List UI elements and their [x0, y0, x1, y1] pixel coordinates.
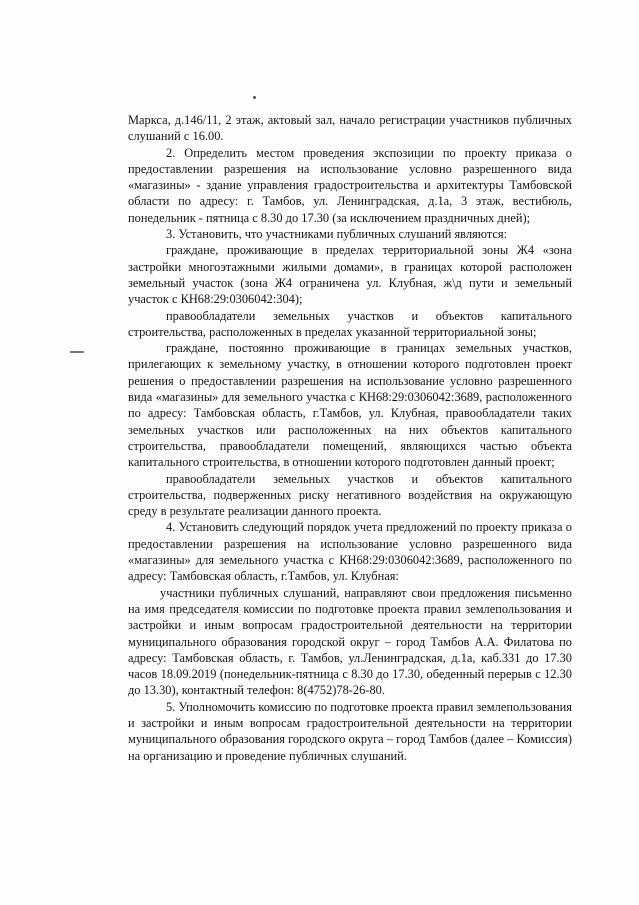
document-body [128, 112, 572, 764]
paragraph-proposals-procedure: участники публичных слушаний, направляют свои предложения письменно на имя председателя комиссии по подготовке проекта правил землепользования и застройки и иным вопросам градостроительной деятельности на территории муниципального образования городской округ – город Тамбов А.А. Филатова по адресу: Тамбовская область, г. Тамбов, ул.Ленинградская, д.1а, каб.331 до 17.30 часов 18.09.2019 (понедельник-пятница с 8.30 до 17.30, обеденный перерыв с 12.30 до 13.30), контактный телефон: 8(4752)78-26-80. [128, 585, 572, 698]
paragraph-item-4: 4. Установить следующий порядок учета предложений по проекту приказа о предоставлении разрешения на использование условно разрешенного вида «магазины» для земельного участка с КН68:29:0306042:3689, расположенного по адресу: Тамбовская область, г.Тамбов, ул. Клубная: [128, 520, 572, 584]
paragraph-item-3: 3. Установить, что участниками публичных слушаний являются: [166, 227, 508, 242]
paragraph-participants-residents-zone: граждане, проживающие в пределах территориальной зоны Ж4 «зона застройки многоэтажными жилыми домами», в границах которой расположен земельный участок (зона Ж4 ограничена ул. Клубная, ж\д пути и земельный участок с КН68:29:0306042:304); [128, 243, 572, 307]
paragraph-item-2: 2. Определить местом проведения экспозиции по проекту приказа о предоставлении разрешения на использование условно разрешенного вида «магазины» - здание управления градостроительства и архитектуры Тамбовской области по адресу: г. Тамбов, ул. Ленинградская, д.1а, 3 этаж, вестибюль, понедельник - пятница с 8.30 до 17.30 (за исключением праздничных дней); [128, 145, 572, 225]
paragraph-item-5: 5. Уполномочить комиссию по подготовке проекта правил землепользования и застройки и иным вопросам градостроительной деятельности на территории муниципального образования городского округа – город Тамбов (далее – Комиссия) на организацию и проведение публичных слушаний. [128, 699, 572, 763]
scan-dot-mark [253, 96, 256, 99]
margin-dash-mark [70, 351, 84, 353]
paragraph-participants-adjacent: граждане, постоянно проживающие в границах земельных участков, прилегающих к земельному участку, в отношении которого подготовлен проект решения о предоставлении разрешения на использование условно разрешенного вида «магазины» для земельного участка с КН68:29:0306042:3689, расположенного по адресу: Тамбовская область, г.Тамбов, ул. Клубная, правообладатели таких земельных участков или расположенных на них объектов капитального строительства, правообладатели помещений, являющихся частью объекта капитального строительства, в отношении которого подготовлен данный проект; [128, 341, 572, 470]
paragraph-address-continuation: Маркса, д.146/11, 2 этаж, актовый зал, начало регистрации участников публичных слушаний с 16.00. [128, 113, 572, 144]
paragraph-participants-owners-zone: правообладатели земельных участков и объектов капитального строительства, расположенных в пределах указанной территориальной зоны; [128, 308, 572, 339]
paragraph-participants-risk: правообладатели земельных участков и объектов капитального строительства, подверженных риску негативного воздействия на окружающую среду в результате реализации данного проекта. [128, 471, 572, 519]
